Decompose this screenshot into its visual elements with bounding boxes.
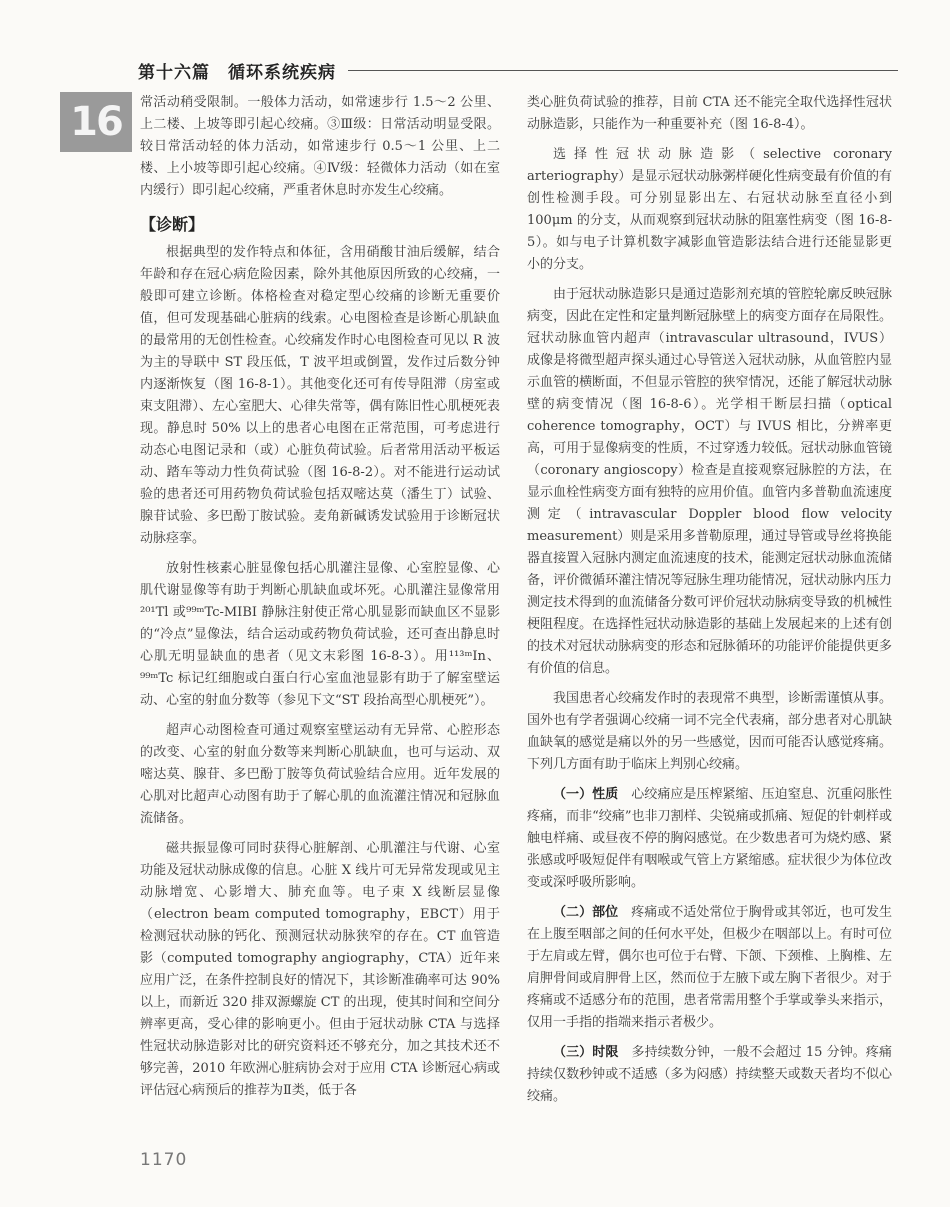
paragraph: 放射性核素心脏显像包括心肌灌注显像、心室腔显像、心肌代谢显像等有助于判断心肌缺血或坏死。心肌灌注显像常用²⁰¹Tl 或⁹⁹ᵐTc-MIBI 静脉注射使正常心肌显影而缺血区不显影的“冷点”显像法，结合运动或药物负荷试验，还可查出静息时心肌无明显缺血的患者（见文末彩图 16-8-3）。用¹¹³ᵐIn、⁹⁹ᵐTc 标记红细胞或白蛋白行心室血池显影有助于了解室壁运动、心室的射血分数等（参见下文“ST 段抬高型心肌梗死”）。 xyxy=(140,561,500,708)
paragraph: 我国患者心绞痛发作时的表现常不典型，诊断需谨慎从事。国外也有学者强调心绞痛一词不完全代表痛，部分患者对心肌缺血缺氧的感觉是痛以外的另一些感觉，因而可能否认感觉疼痛。下列几方面有助于临床上判别心绞痛。 xyxy=(527,691,892,772)
header-title: 第十六篇 循环系统疾病 xyxy=(138,62,336,83)
paragraph: 类心脏负荷试验的推荐，目前 CTA 还不能完全取代选择性冠状动脉造影，只能作为一种重要补充（图 16-8-4）。 xyxy=(527,95,892,132)
item-text: 多持续数分钟，一般不会超过 15 分钟。疼痛持续仅数秒钟或不适感（多为闷感）持续整天或数天者均不似心绞痛。 xyxy=(527,1045,892,1104)
list-item xyxy=(527,1042,892,1108)
intro-paragraph: 常活动稍受限制。一般体力活动，如常速步行 1.5～2 公里、上二楼、上坡等即引起心绞痛。③Ⅲ级：日常活动明显受限。较日常活动轻的体力活动，如常速步行 0.5～1 公里、上二楼、上小坡等即引起心绞痛。④Ⅳ级：轻微体力活动（如在室内缓行）即引起心绞痛，严重者休息时亦发生心绞痛。 xyxy=(140,95,500,198)
paragraph: 超声心动图检查可通过观察室壁运动有无异常、心腔形态的改变、心室的射血分数等来判断心肌缺血，也可与运动、双嘧达莫、腺苷、多巴酚丁胺等负荷试验结合应用。近年发展的心肌对比超声心动图有助于了解心肌的血流灌注情况和冠脉血流储备。 xyxy=(140,723,500,826)
section-heading-diagnosis: 【诊断】 xyxy=(140,215,205,234)
item-label: （二）部位 xyxy=(553,905,619,920)
paragraph: 根据典型的发作特点和体征，含用硝酸甘油后缓解，结合年龄和存在冠心病危险因素，除外其他原因所致的心绞痛，一般即可建立诊断。体格检查对稳定型心绞痛的诊断无重要价值，但可发现基础心脏病的线索。心电图检查是诊断心肌缺血的最常用的无创性检查。心绞痛发作时心电图检查可见以 R 波为主的导联中 ST 段压低，T 波平坦或倒置，发作过后数分钟内逐渐恢复（图 16-8-1）。其他变化还可有传导阻滞（房室或束支阻滞）、左心室肥大、心律失常等，偶有陈旧性心肌梗死表现。静息时 50% 以上的患者心电图在正常范围，可考虑进行动态心电图记录和（或）心脏负荷试验。后者常用活动平板运动、踏车等动力性负荷试验（图 16-8-2）。对不能进行运动试验的患者还可用药物负荷试验包括双嘧达莫（潘生丁）试验、腺苷试验、多巴酚丁胺试验。麦角新碱诱发试验用于诊断冠状动脉痉挛。 xyxy=(140,245,500,546)
header-rule xyxy=(348,70,898,71)
item-text: 疼痛或不适处常位于胸骨或其邻近，也可发生在上腹至咽部之间的任何水平处，但极少在咽部以上。有时可位于左肩或左臂，偶尔也可位于右臂、下颌、下颈椎、上胸椎、左肩胛骨间或肩胛骨上区，然而位于左腋下或左胸下者很少。对于疼痛或不适感分布的范围，患者常需用整个手掌或拳头来指示，仅用一手指的指端来指示者极少。 xyxy=(527,905,892,1030)
item-label: （一）性质 xyxy=(553,787,619,802)
list-item xyxy=(527,902,892,1034)
item-label: （三）时限 xyxy=(553,1045,619,1060)
running-header xyxy=(138,55,898,85)
paragraph: 选择性冠状动脉造影（selective coronary arteriography）是显示冠状动脉粥样硬化性病变最有价值的有创性检测手段。可分别显影出左、右冠状动脉至直径小到 100μm 的分支，从而观察到冠状动脉的阻塞性病变（图 16-8-5）。如与电子计算机数字减影血管造影法结合进行还能显影更小的分支。 xyxy=(527,147,892,272)
chapter-number: 16 xyxy=(70,99,122,145)
right-column xyxy=(527,92,892,1152)
list-item xyxy=(527,784,892,894)
paragraph: 磁共振显像可同时获得心脏解剖、心肌灌注与代谢、心室功能及冠状动脉成像的信息。心脏 X 线片可无异常发现或见主动脉增宽、心影增大、肺充血等。电子束 X 线断层显像（electron beam computed tomography，EBCT）用于检测冠状动脉的钙化、预测冠状动脉狭窄的存在。CT 血管造影（computed tomography angiography，CTA）近年来应用广泛，在条件控制良好的情况下，其诊断准确率可达 90% 以上，而新近 320 排双源螺旋 CT 的出现，使其时间和空间分辨率更高，受心律的影响更小。但由于冠状动脉 CTA 与选择性冠状动脉造影对比的研究资料还不够充分，加之其技术还不够完善，2010 年欧洲心脏病协会对于应用 CTA 诊断冠心病或评估冠心病预后的推荐为Ⅱ类，低于各 xyxy=(140,841,500,1098)
paragraph: 由于冠状动脉造影只是通过造影剂充填的管腔轮廓反映冠脉病变，因此在定性和定量判断冠脉壁上的病变方面存在局限性。冠状动脉血管内超声（intravascular ultrasound，IVUS）成像是将微型超声探头通过心导管送入冠状动脉，从血管腔内显示血管的横断面，不但显示管腔的狭窄情况，还能了解冠状动脉壁的病变情况（图 16-8-6）。光学相干断层扫描（optical coherence tomography，OCT）与 IVUS 相比，分辨率更高，可用于显像病变的性质，不过穿透力较低。冠状动脉血管镜（coronary angioscopy）检查是直接观察冠脉腔的方法，在显示血栓性病变方面有独特的应用价值。血管内多普勒血流速度测定（intravascular Doppler blood flow velocity measurement）则是采用多普勒原理，通过导管或导丝将换能器直接置入冠脉内测定血流速度的技术，能测定冠状动脉血流储备，评价微循环灌注情况等冠脉生理功能情况，冠状动脉内压力测定技术得到的血流储备分数可评价冠状动脉病变导致的机械性梗阻程度。在选择性冠状动脉造影的基础上发展起来的上述有创的技术对冠状动脉病变的形态和冠脉循环的功能评价能提供更多有价值的信息。 xyxy=(527,287,892,676)
chapter-tab xyxy=(60,92,132,152)
left-column xyxy=(140,92,500,1152)
item-text: 心绞痛应是压榨紧缩、压迫窒息、沉重闷胀性疼痛，而非“绞痛”也非刀割样、尖锐痛或抓痛、短促的针刺样或触电样痛、或昼夜不停的胸闷感觉。在少数患者可为烧灼感、紧张感或呼吸短促伴有咽喉或气管上方紧缩感。症状很少为体位改变或深呼吸所影响。 xyxy=(527,787,892,890)
page-number: 1170 xyxy=(140,1150,188,1170)
